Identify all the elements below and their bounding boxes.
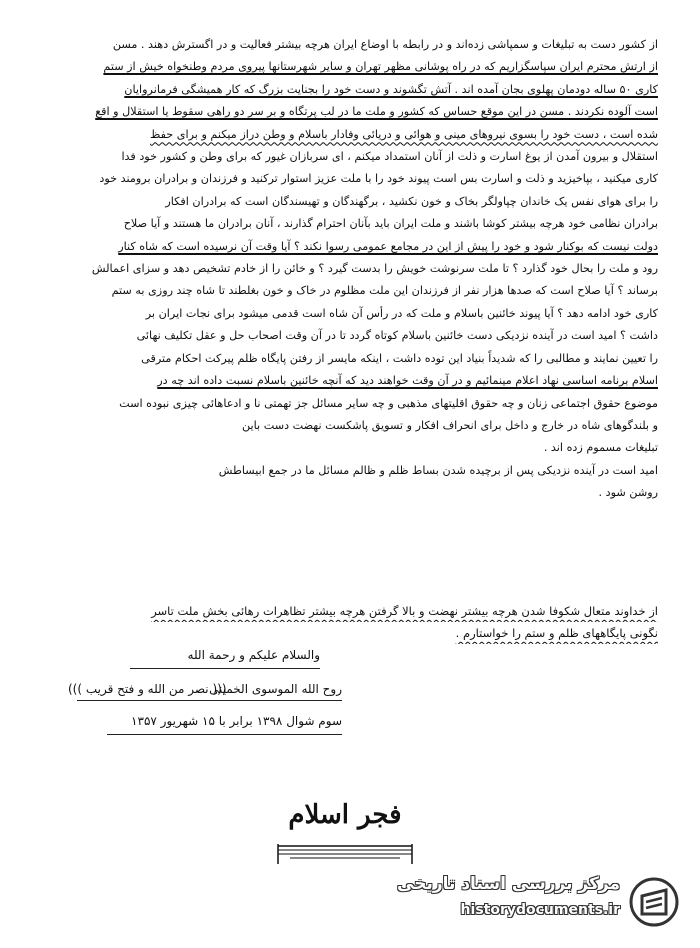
- signature: روح الله الموسوی الخمینی: [209, 682, 342, 696]
- archive-title: مرکز بررسی اسناد تاریخی: [397, 874, 620, 894]
- salutation-rule: [130, 668, 320, 669]
- document-body: [58, 34, 658, 505]
- date-rule: [107, 734, 342, 735]
- logo-rule-icon: [270, 842, 420, 872]
- archive-watermark: [380, 870, 680, 934]
- text-line: را تعیین نمایند و مطالبی را که شدیداً بنیاد این توده داشت ، اینکه مایسر از رفتن پایگاه ظلم پیرکت احکام مترقی: [141, 351, 658, 365]
- text-line: نگونی پایگاههای ظلم و ستم را خواستارم .: [455, 626, 658, 640]
- text-line: کاری میکنید ، بپاخیزید و ذلت و اسارت بس است پیوند خود را با ملت عزیز استوار ترکنید و فرزندان و برادران برومند خود: [99, 172, 658, 186]
- salutation: والسلام علیکم و رحمة الله: [187, 648, 320, 662]
- text-line: رود و ملت را بحال خود گذارد ؟ تا ملت سرنوشت خویش را بدست گیرد ؟ و خائن را از خادم تشخیص دهد و سزای اعمالش: [91, 262, 658, 276]
- text-line: امید است در آینده نزدیکی پس از برچیده شدن بساط ظلم و ظالم مسائل ما در جمع ابیساطش: [218, 463, 658, 477]
- document-date: سوم شوال ۱۳۹۸ برابر با ۱۵ شهریور ۱۳۵۷: [131, 714, 342, 728]
- text-line: و بلندگوهای شاه در خارج و داخل برای انحراف افکار و تسویق پاشکست نهضت دست باین: [242, 418, 658, 432]
- text-line: است آلوده نکردند . مسن در این موقع حساس که کشور و ملت ما در لب پرتگاه و بر سر دو راهی سقوط یا استقلال و اقع: [95, 105, 658, 119]
- text-line: از خداوند متعال شکوفا شدن هرچه بیشتر نهضت و بالا گرفتن هرچه بیشتر تظاهرات رهائی بخش ملت تاسر: [151, 604, 658, 618]
- text-line: از ارتش محترم ایران سپاسگزاریم که در راه پوشانی مظهر تهران و سایر شهرستانها پیروی مردم وطنخواه خیش از ستم: [103, 60, 658, 74]
- text-line: برادران نظامی خود هرچه بیشتر کوشا باشند و ملت ایران باید بآنان احترام گذارند ، آنان برادران ما هستند و آیا صلاح: [123, 217, 658, 231]
- archive-logo-icon: [628, 876, 680, 928]
- text-line: برساند ؟ آیا صلاح است که صدها هزار نفر از فرزندان این ملت مظلوم در خاک و خون بغلطند تا شاه چند روزی به ستم: [111, 284, 658, 298]
- text-line: را برای هوای نفس یک خاندان چپاولگر بخاک و خون نکشید ، برگهندگان و تهیسندگان است که برادران افکار: [165, 194, 658, 208]
- text-line: استقلال و بیرون آمدن از یوغ اسارت و ذلت از آنان استمداد میکنم ، ای سربازان غیور که برای وطن و کشور خود فدا: [121, 150, 658, 164]
- text-line: از کشور دست به تبلیغات و سمپاشی زده‌اند و در رابطه با اوضاع ایران هرچه بیشتر فعالیت و در اگسترش دهند . مسن: [112, 38, 658, 51]
- text-line: موضوع حقوق اجتماعی زنان و چه حقوق اقلیتهای مذهبی و چه سایر مسائل جز تهمتی نا و ادعاهائی چیزی نبوده است: [119, 396, 658, 410]
- text-line: شده است ، دست خود را بسوی نیروهای مینی و هوائی و دریائی وفادار باسلام و وطن دراز میکنم و برای حفظ: [150, 127, 658, 141]
- text-line: تبلیغات مسموم زده اند .: [543, 441, 658, 455]
- publisher-logo: [270, 800, 420, 880]
- text-line: اسلام برنامه اساسی نهاد اعلام مینمائیم و در آن وقت خواهند دید که آنچه خائنین باسلام نسبت داده اند چه در: [157, 374, 658, 388]
- text-line: داشت ؟ امید است در آینده نزدیکی دست خائنین باسلام کوتاه گردد تا در آن وقت اصحاب حل و عقل تکلیف نهائی: [136, 329, 658, 343]
- signature-rule: [77, 700, 342, 701]
- text-line: روشن شود .: [598, 486, 658, 500]
- closing-paragraph: [58, 600, 658, 644]
- quran-quote: ((( نصر من الله و فتح قریب ))): [68, 682, 227, 696]
- logo-text: فجر اسلام: [288, 800, 402, 830]
- text-line: دولت نیست که بوکنار شود و خود را پیش از این در مجامع عمومی رسوا نکند ؟ آیا وقت آن نرسیده است که شاه کنار: [118, 239, 658, 253]
- text-line: کاری خود ادامه دهد ؟ آیا پیوند خائنین باسلام و ملت که در رأس آن شاه است قدمی میشود برای نجات ایران بر: [145, 306, 658, 320]
- archive-url: historydocuments.ir: [460, 902, 620, 918]
- text-line: کاری ۵۰ ساله دودمان پهلوی بجان آمده اند . آتش تگشوند و دست خود را بجنایت بزرگ که کار همیشگی فرمانروایان: [124, 82, 658, 96]
